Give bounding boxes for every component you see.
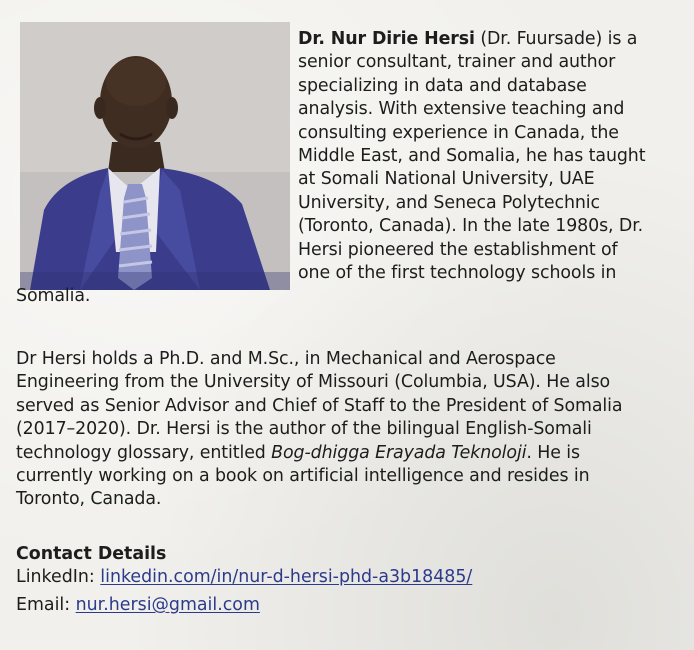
email-link[interactable]: nur.hersi@gmail.com (75, 594, 260, 615)
bio-line: at Somali National University, UAE (298, 169, 595, 190)
glossary-text-post: . He is (526, 442, 580, 463)
contact-section (16, 543, 680, 617)
bio-line: Hersi pioneered the establishment of (298, 239, 618, 260)
bio-line: senior consultant, trainer and author (298, 52, 616, 73)
bio-line: one of the first technology schools in (298, 262, 617, 283)
glossary-text-pre: technology glossary, entitled (16, 442, 272, 463)
bio-line: University, and Seneca Polytechnic (298, 192, 600, 213)
paragraph-line: Engineering from the University of Missouri (Columbia, USA). He also (16, 372, 611, 393)
bio-line: Somalia. (16, 286, 91, 307)
bio-paragraph (16, 28, 680, 309)
linkedin-row (16, 566, 680, 589)
email-row (16, 594, 680, 617)
paragraph-line (16, 442, 680, 465)
paragraph-line: served as Senior Advisor and Chief of Staff to the President of Somalia (16, 395, 623, 416)
email-label: Email: (16, 594, 76, 615)
education-paragraph (16, 348, 680, 512)
bio-line: (Toronto, Canada). In the late 1980s, Dr. (298, 216, 644, 237)
contact-heading: Contact Details (16, 544, 167, 564)
paragraph-line: currently working on a book on artificial intelligence and resides in (16, 465, 590, 486)
paragraph-line: Toronto, Canada. (16, 489, 162, 510)
paragraph-line: (2017–2020). Dr. Hersi is the author of the bilingual English-Somali (16, 419, 592, 440)
bio-line: analysis. With extensive teaching and (298, 99, 625, 120)
glossary-title: Bog-dhigga Erayada Teknoloji (271, 442, 527, 463)
bio-line (16, 28, 680, 51)
bio-line: specializing in data and database (298, 75, 587, 96)
linkedin-link[interactable]: linkedin.com/in/nur-d-hersi-phd-a3b18485/ (100, 567, 473, 588)
bio-line: consulting experience in Canada, the (298, 122, 619, 143)
paragraph-line: Dr Hersi holds a Ph.D. and M.Sc., in Mechanical and Aerospace (16, 349, 556, 369)
linkedin-label: LinkedIn: (16, 567, 101, 588)
bio-text: (Dr. Fuursade) is a (474, 29, 638, 49)
bio-line: Middle East, and Somalia, he has taught (298, 145, 646, 166)
author-name: Dr. Nur Dirie Hersi (298, 29, 475, 49)
